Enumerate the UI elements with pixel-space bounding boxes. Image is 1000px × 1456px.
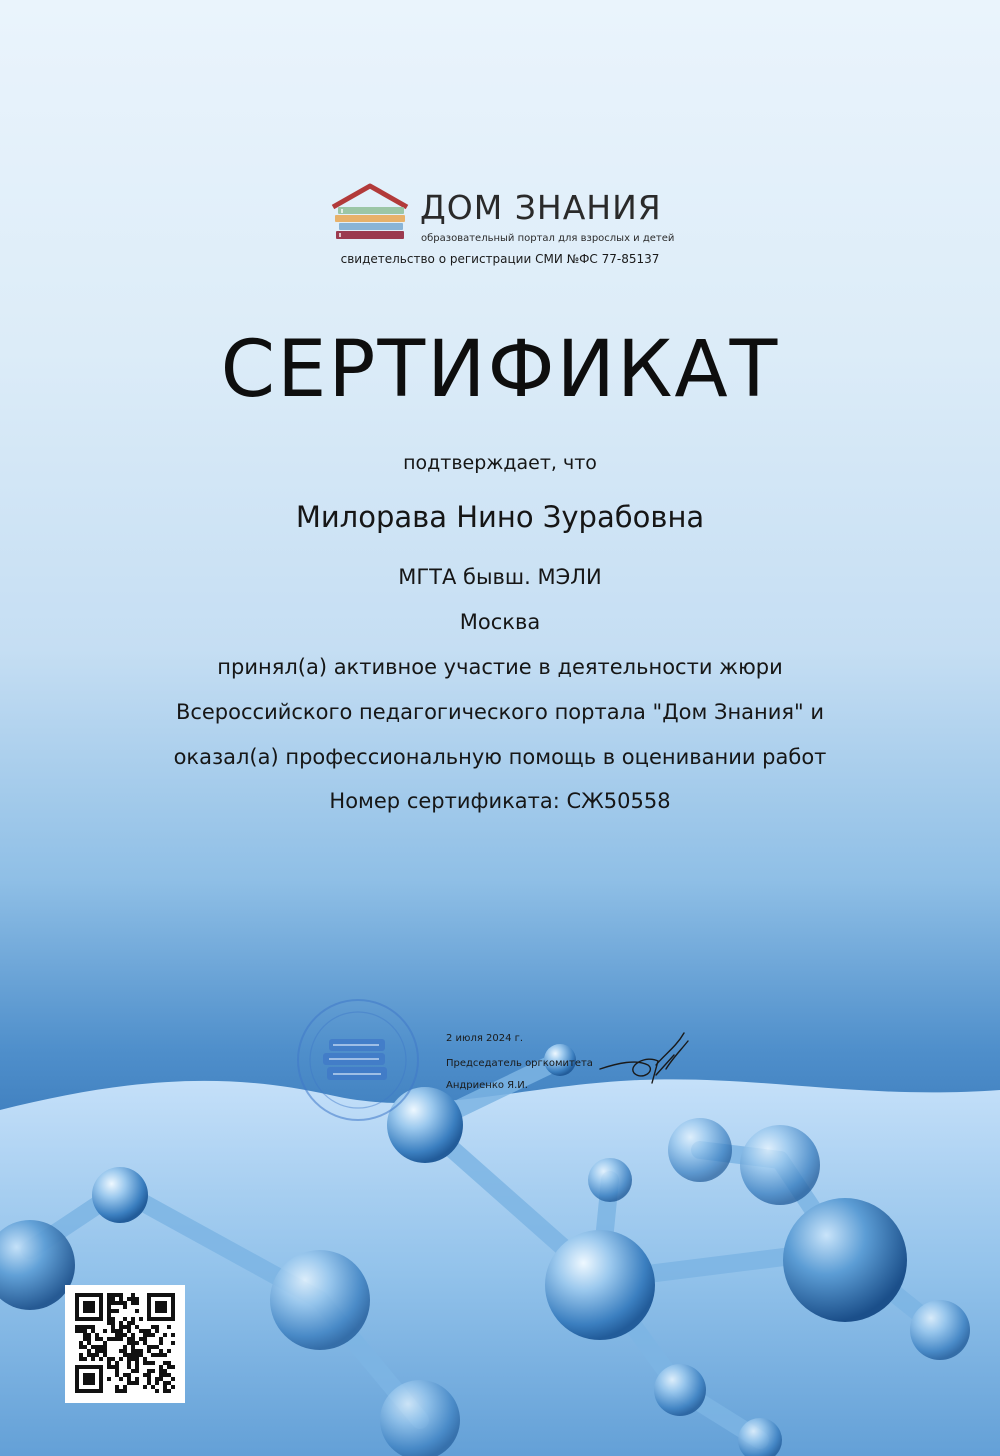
issue-date: 2 июля 2024 г. [446,1033,524,1044]
body-line-3: оказал(а) профессиональную помощь в оценивании работ [173,745,827,769]
certificate-title: СЕРТИФИКАТ [220,325,780,415]
books-stamp-icon [293,995,423,1125]
body-line-2: Всероссийского педагогического портала "Дом Знания" и [175,700,825,724]
confirms-text: подтверждает, что [403,452,597,474]
signature-mark-icon [596,1025,696,1100]
books-house-icon [330,183,410,243]
qr-code[interactable] [65,1285,185,1403]
body-line-1: принял(а) активное участие в деятельности жюри [217,655,783,679]
qr-code-icon [75,1293,175,1393]
city: Москва [459,610,541,634]
signer-role: Председатель оргкомитета [446,1058,593,1069]
recipient-name: Милорава Нино Зурабовна [295,500,705,534]
registration-note: свидетельство о регистрации СМИ №ФС 77-85137 [340,252,660,266]
brand-tagline: образовательный портал для взрослых и детей [421,233,675,244]
signer-name: Андриенко Я.И. [446,1080,528,1091]
brand-name: ДОМ ЗНАНИЯ [420,188,662,227]
certificate-number: Номер сертификата: СЖ50558 [329,789,671,813]
organization: МГТА бывш. МЭЛИ [398,565,602,589]
